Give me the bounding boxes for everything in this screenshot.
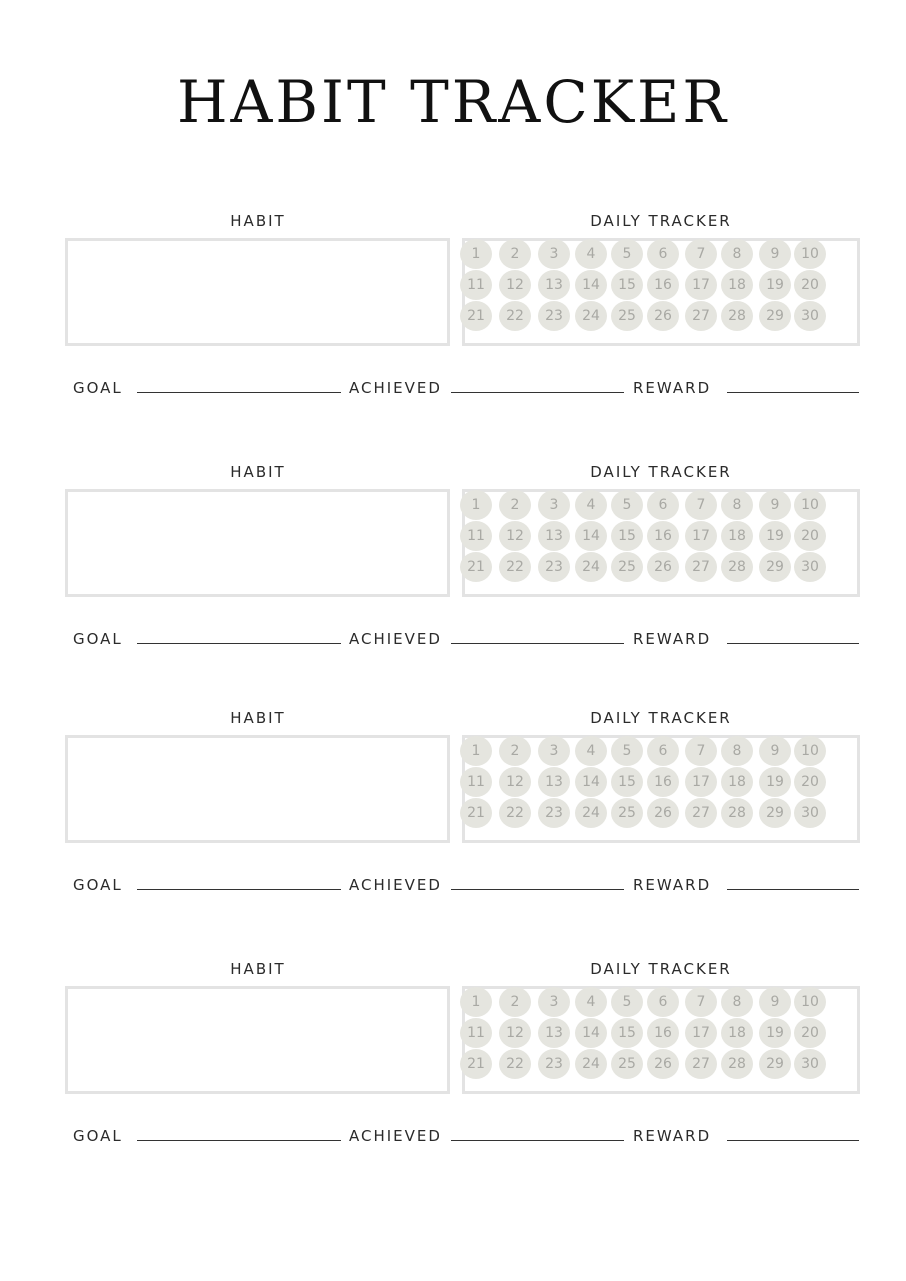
day-circle-2[interactable]: 2 [499, 736, 531, 766]
day-circle-12[interactable]: 12 [499, 270, 531, 300]
day-circle-21[interactable]: 21 [460, 552, 492, 582]
habit-section-1 [0, 212, 906, 427]
day-circle-30[interactable]: 30 [794, 798, 826, 828]
habit-input-box[interactable] [65, 735, 450, 843]
day-circle-21[interactable]: 21 [460, 301, 492, 331]
day-circle-26[interactable]: 26 [647, 1049, 679, 1079]
reward-label: REWARD [633, 876, 712, 894]
day-circle-25[interactable]: 25 [611, 798, 643, 828]
day-circle-26[interactable]: 26 [647, 301, 679, 331]
day-circle-28[interactable]: 28 [721, 1049, 753, 1079]
day-circle-29[interactable]: 29 [759, 552, 791, 582]
achieved-label: ACHIEVED [349, 630, 442, 648]
goal-line[interactable] [137, 889, 341, 890]
daily-tracker-label: DAILY TRACKER [590, 212, 732, 230]
day-circle-30[interactable]: 30 [794, 1049, 826, 1079]
day-circle-8[interactable]: 8 [721, 490, 753, 520]
day-circle-25[interactable]: 25 [611, 552, 643, 582]
day-circle-26[interactable]: 26 [647, 798, 679, 828]
goal-line[interactable] [137, 392, 341, 393]
day-circle-18[interactable]: 18 [721, 521, 753, 551]
day-circle-17[interactable]: 17 [685, 521, 717, 551]
habit-section-2 [0, 463, 906, 678]
day-circle-11[interactable]: 11 [460, 1018, 492, 1048]
day-circle-23[interactable]: 23 [538, 552, 570, 582]
day-circle-7[interactable]: 7 [685, 239, 717, 269]
day-circle-11[interactable]: 11 [460, 767, 492, 797]
day-circle-4[interactable]: 4 [575, 987, 607, 1017]
day-circle-22[interactable]: 22 [499, 798, 531, 828]
day-circle-30[interactable]: 30 [794, 301, 826, 331]
day-circle-5[interactable]: 5 [611, 736, 643, 766]
goal-label: GOAL [73, 379, 123, 397]
day-circle-5[interactable]: 5 [611, 987, 643, 1017]
day-circle-19[interactable]: 19 [759, 1018, 791, 1048]
day-circle-14[interactable]: 14 [575, 270, 607, 300]
day-circle-1[interactable]: 1 [460, 490, 492, 520]
day-circle-26[interactable]: 26 [647, 552, 679, 582]
day-circle-14[interactable]: 14 [575, 1018, 607, 1048]
day-circle-10[interactable]: 10 [794, 239, 826, 269]
day-circle-7[interactable]: 7 [685, 736, 717, 766]
day-circle-28[interactable]: 28 [721, 301, 753, 331]
day-circle-18[interactable]: 18 [721, 767, 753, 797]
day-circle-22[interactable]: 22 [499, 301, 531, 331]
day-circle-16[interactable]: 16 [647, 1018, 679, 1048]
day-circle-6[interactable]: 6 [647, 736, 679, 766]
day-circle-10[interactable]: 10 [794, 987, 826, 1017]
day-circle-14[interactable]: 14 [575, 767, 607, 797]
habit-section-3 [0, 709, 906, 924]
day-circle-16[interactable]: 16 [647, 767, 679, 797]
day-circle-7[interactable]: 7 [685, 987, 717, 1017]
day-circle-17[interactable]: 17 [685, 270, 717, 300]
day-circle-11[interactable]: 11 [460, 521, 492, 551]
achieved-line[interactable] [451, 1140, 624, 1141]
day-circle-30[interactable]: 30 [794, 552, 826, 582]
day-circle-12[interactable]: 12 [499, 521, 531, 551]
daily-tracker-label: DAILY TRACKER [590, 709, 732, 727]
day-circle-15[interactable]: 15 [611, 270, 643, 300]
reward-line[interactable] [727, 889, 859, 890]
day-circle-13[interactable]: 13 [538, 521, 570, 551]
day-circle-23[interactable]: 23 [538, 301, 570, 331]
day-circle-2[interactable]: 2 [499, 987, 531, 1017]
day-circle-3[interactable]: 3 [538, 987, 570, 1017]
day-circle-28[interactable]: 28 [721, 552, 753, 582]
day-circle-3[interactable]: 3 [538, 736, 570, 766]
day-circle-19[interactable]: 19 [759, 521, 791, 551]
day-circle-15[interactable]: 15 [611, 767, 643, 797]
page-title: HABIT TRACKER [176, 68, 730, 136]
daily-tracker-label: DAILY TRACKER [590, 960, 732, 978]
day-circle-20[interactable]: 20 [794, 767, 826, 797]
goal-label: GOAL [73, 876, 123, 894]
habit-input-box[interactable] [65, 986, 450, 1094]
day-circle-1[interactable]: 1 [460, 736, 492, 766]
day-circle-18[interactable]: 18 [721, 1018, 753, 1048]
habit-label: HABIT [230, 709, 286, 727]
day-circle-8[interactable]: 8 [721, 239, 753, 269]
day-circle-3[interactable]: 3 [538, 490, 570, 520]
habit-input-box[interactable] [65, 489, 450, 597]
day-circle-29[interactable]: 29 [759, 798, 791, 828]
day-circle-19[interactable]: 19 [759, 767, 791, 797]
achieved-label: ACHIEVED [349, 379, 442, 397]
day-circle-21[interactable]: 21 [460, 1049, 492, 1079]
day-circle-25[interactable]: 25 [611, 301, 643, 331]
day-circle-10[interactable]: 10 [794, 736, 826, 766]
day-circle-23[interactable]: 23 [538, 798, 570, 828]
day-circle-3[interactable]: 3 [538, 239, 570, 269]
day-circle-2[interactable]: 2 [499, 239, 531, 269]
day-circle-19[interactable]: 19 [759, 270, 791, 300]
day-circle-4[interactable]: 4 [575, 736, 607, 766]
day-circle-17[interactable]: 17 [685, 767, 717, 797]
day-circle-22[interactable]: 22 [499, 552, 531, 582]
goal-label: GOAL [73, 1127, 123, 1145]
day-circle-9[interactable]: 9 [759, 490, 791, 520]
day-circle-4[interactable]: 4 [575, 490, 607, 520]
day-circle-16[interactable]: 16 [647, 521, 679, 551]
day-circle-5[interactable]: 5 [611, 490, 643, 520]
day-circle-9[interactable]: 9 [759, 239, 791, 269]
day-circle-24[interactable]: 24 [575, 552, 607, 582]
day-circle-29[interactable]: 29 [759, 1049, 791, 1079]
day-circle-16[interactable]: 16 [647, 270, 679, 300]
day-circle-6[interactable]: 6 [647, 490, 679, 520]
habit-label: HABIT [230, 960, 286, 978]
day-circle-24[interactable]: 24 [575, 301, 607, 331]
day-circle-12[interactable]: 12 [499, 767, 531, 797]
day-circle-13[interactable]: 13 [538, 270, 570, 300]
day-circle-5[interactable]: 5 [611, 239, 643, 269]
day-circle-27[interactable]: 27 [685, 798, 717, 828]
day-circle-20[interactable]: 20 [794, 521, 826, 551]
habit-label: HABIT [230, 212, 286, 230]
goal-line[interactable] [137, 1140, 341, 1141]
day-circle-15[interactable]: 15 [611, 1018, 643, 1048]
day-circle-25[interactable]: 25 [611, 1049, 643, 1079]
day-circle-20[interactable]: 20 [794, 270, 826, 300]
habit-input-box[interactable] [65, 238, 450, 346]
reward-line[interactable] [727, 392, 859, 393]
day-circle-2[interactable]: 2 [499, 490, 531, 520]
day-circle-13[interactable]: 13 [538, 767, 570, 797]
day-circle-29[interactable]: 29 [759, 301, 791, 331]
day-circle-12[interactable]: 12 [499, 1018, 531, 1048]
habit-label: HABIT [230, 463, 286, 481]
day-circle-8[interactable]: 8 [721, 736, 753, 766]
reward-line[interactable] [727, 643, 859, 644]
day-circle-4[interactable]: 4 [575, 239, 607, 269]
day-circle-9[interactable]: 9 [759, 987, 791, 1017]
achieved-label: ACHIEVED [349, 1127, 442, 1145]
day-circle-18[interactable]: 18 [721, 270, 753, 300]
reward-label: REWARD [633, 1127, 712, 1145]
day-circle-1[interactable]: 1 [460, 239, 492, 269]
day-circle-7[interactable]: 7 [685, 490, 717, 520]
achieved-line[interactable] [451, 392, 624, 393]
goal-line[interactable] [137, 643, 341, 644]
daily-tracker-label: DAILY TRACKER [590, 463, 732, 481]
achieved-label: ACHIEVED [349, 876, 442, 894]
day-circle-20[interactable]: 20 [794, 1018, 826, 1048]
day-circle-8[interactable]: 8 [721, 987, 753, 1017]
habit-section-4 [0, 960, 906, 1175]
day-circle-13[interactable]: 13 [538, 1018, 570, 1048]
day-circle-11[interactable]: 11 [460, 270, 492, 300]
day-circle-23[interactable]: 23 [538, 1049, 570, 1079]
day-circle-6[interactable]: 6 [647, 987, 679, 1017]
achieved-line[interactable] [451, 889, 624, 890]
day-circle-14[interactable]: 14 [575, 521, 607, 551]
day-circle-10[interactable]: 10 [794, 490, 826, 520]
reward-label: REWARD [633, 379, 712, 397]
day-circle-21[interactable]: 21 [460, 798, 492, 828]
day-circle-27[interactable]: 27 [685, 552, 717, 582]
day-circle-27[interactable]: 27 [685, 301, 717, 331]
day-circle-24[interactable]: 24 [575, 798, 607, 828]
day-circle-1[interactable]: 1 [460, 987, 492, 1017]
day-circle-28[interactable]: 28 [721, 798, 753, 828]
day-circle-27[interactable]: 27 [685, 1049, 717, 1079]
goal-label: GOAL [73, 630, 123, 648]
achieved-line[interactable] [451, 643, 624, 644]
day-circle-6[interactable]: 6 [647, 239, 679, 269]
day-circle-9[interactable]: 9 [759, 736, 791, 766]
day-circle-22[interactable]: 22 [499, 1049, 531, 1079]
reward-line[interactable] [727, 1140, 859, 1141]
reward-label: REWARD [633, 630, 712, 648]
day-circle-24[interactable]: 24 [575, 1049, 607, 1079]
day-circle-15[interactable]: 15 [611, 521, 643, 551]
day-circle-17[interactable]: 17 [685, 1018, 717, 1048]
